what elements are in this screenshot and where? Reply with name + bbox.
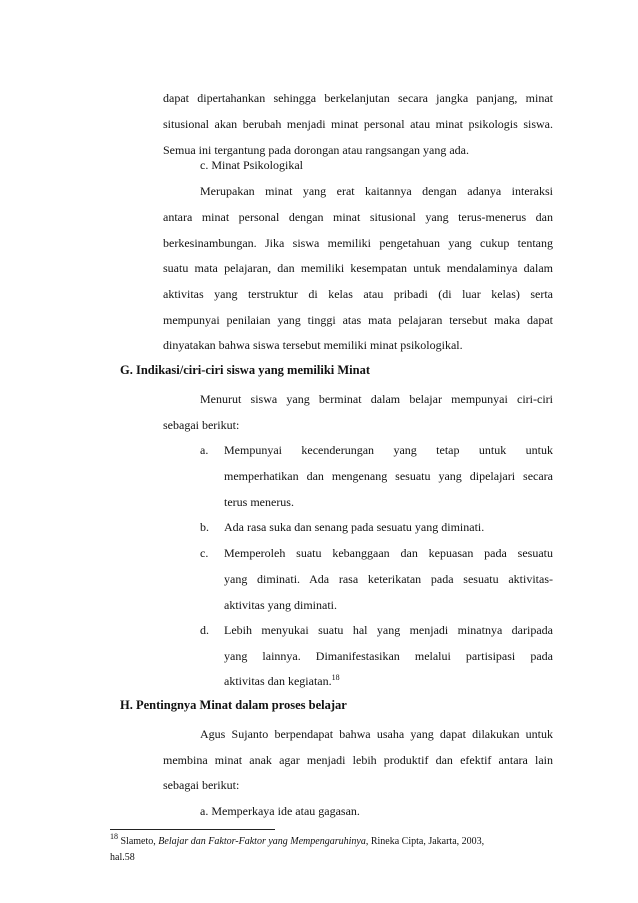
section-heading-h: H. Pentingnya Minat dalam proses belajar xyxy=(120,698,347,712)
paragraph-line: mempunyai penilaian yang tinggi atas mata pelajaran tersebut maka dapat xyxy=(163,313,553,327)
paragraph-line: Agus Sujanto berpendapat bahwa usaha yang dapat dilakukan untuk xyxy=(200,727,553,741)
list-item-line: Mempunyai kecenderungan yang tetap untuk untuk xyxy=(224,443,553,457)
paragraph-line: dapat dipertahankan sehingga berkelanjutan secara jangka panjang, minat xyxy=(163,91,553,105)
section-heading-g: G. Indikasi/ciri-ciri siswa yang memiliki Minat xyxy=(120,363,371,377)
paragraph-line: membina minat anak agar menjadi lebih produktif dan efektif antara lain xyxy=(163,753,553,767)
list-item-line: yang lainnya. Dimanifestasikan melalui partisipasi pada xyxy=(224,649,553,663)
footnote-number: 18 xyxy=(110,832,118,841)
list-item-line: a. Memperkaya ide atau gagasan. xyxy=(200,804,360,818)
footnote-title: Belajar dan Faktor-Faktor yang Mempengaruhinya xyxy=(158,836,366,847)
footnote-ref: 18 xyxy=(331,673,340,682)
paragraph-line: suatu mata pelajaran, dan memiliki kesempatan untuk mendalaminya dalam xyxy=(163,261,553,275)
paragraph-line: antara minat personal dengan minat situsional yang terus-menerus dan xyxy=(163,210,553,224)
list-item-line: Lebih menyukai suatu hal yang menjadi minatnya daripada xyxy=(224,623,553,637)
list-item-line: aktivitas yang diminati. xyxy=(224,598,337,612)
list-item-line: terus menerus. xyxy=(224,495,294,509)
list-label: a. xyxy=(200,443,209,457)
paragraph-line: Menurut siswa yang berminat dalam belajar mempunyai ciri-ciri xyxy=(200,392,553,406)
paragraph-line: dinyatakan bahwa siswa tersebut memiliki minat psikologikal. xyxy=(163,338,463,352)
footnote-page: hal.58 xyxy=(110,852,135,863)
paragraph-line: aktivitas yang terstruktur di kelas atau pribadi (di luar kelas) serta xyxy=(163,287,553,301)
paragraph-line: Merupakan minat yang erat kaitannya dengan adanya interaksi xyxy=(200,184,553,198)
list-label: c. xyxy=(200,546,209,560)
list-item-line: Memperoleh suatu kebanggaan dan kepuasan pada sesuatu xyxy=(224,546,553,560)
paragraph-line: Semua ini tergantung pada dorongan atau rangsangan yang ada. xyxy=(163,143,470,157)
list-item-text: aktivitas dan kegiatan. xyxy=(224,674,332,688)
footnote-divider xyxy=(110,829,275,830)
list-label: b. xyxy=(200,520,209,534)
list-item-line: Ada rasa suka dan senang pada sesuatu yang diminati. xyxy=(224,520,485,534)
paragraph-line: berkesinambungan. Jika siswa memiliki pengetahuan yang cukup tentang xyxy=(163,236,553,250)
paragraph-line: situsional akan berubah menjadi minat personal atau minat psikologis siswa. xyxy=(163,117,553,131)
footnote-author: Slameto, xyxy=(120,836,156,847)
list-item-line: memperhatikan dan mengenang sesuatu yang dipelajari secara xyxy=(224,469,553,483)
list-item-line: yang diminati. Ada rasa keterikatan pada sesuatu aktivitas- xyxy=(224,572,553,586)
footnote-line xyxy=(110,832,485,849)
subheading-c: c. Minat Psikologikal xyxy=(200,158,303,172)
list-item-line xyxy=(224,673,340,689)
paragraph-line: sebagai berikut: xyxy=(163,418,240,432)
paragraph-line: sebagai berikut: xyxy=(163,778,240,792)
list-label: d. xyxy=(200,623,209,637)
footnote-publisher: , Rineka Cipta, Jakarta, 2003, xyxy=(365,836,485,847)
